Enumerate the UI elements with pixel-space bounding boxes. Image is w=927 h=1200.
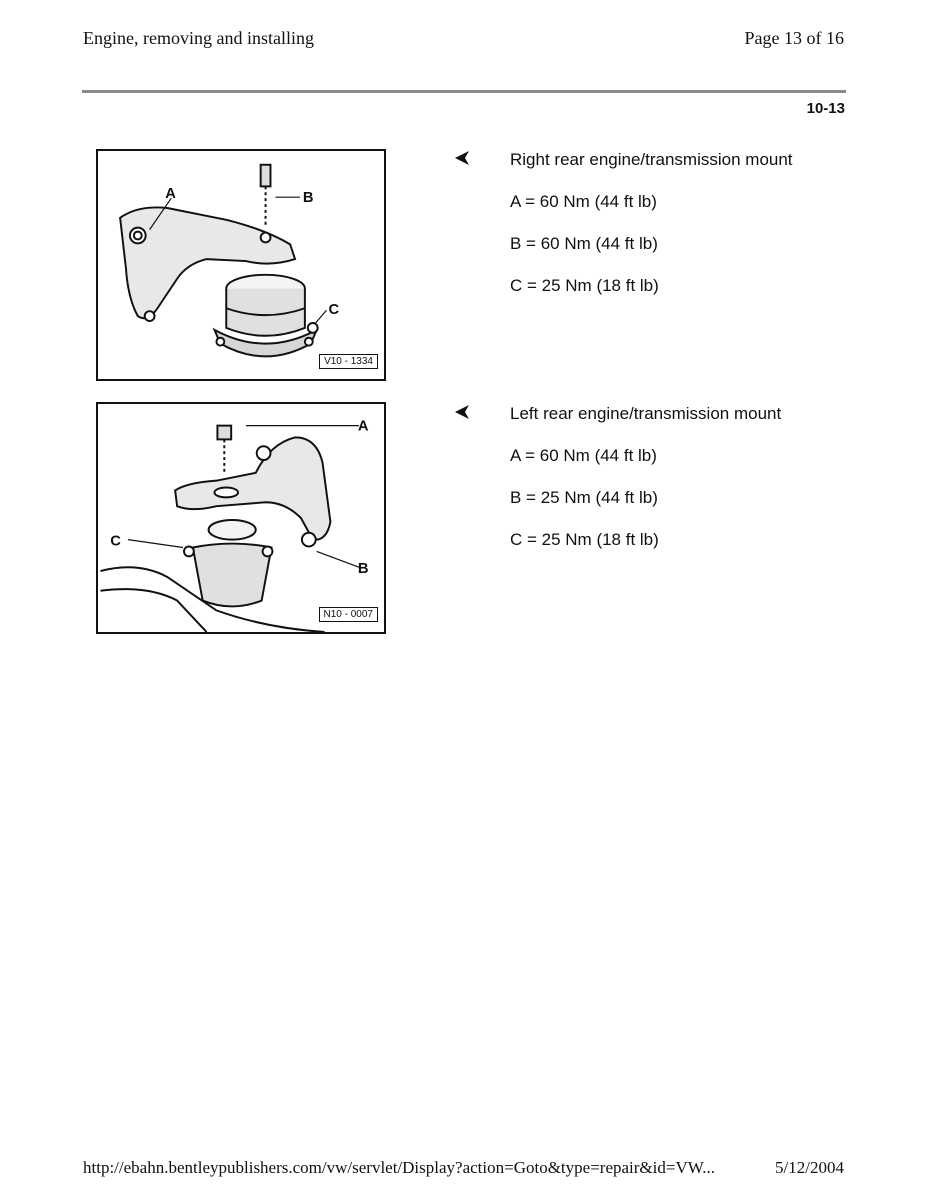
footer-url: http://ebahn.bentleypublishers.com/vw/servlet/Display?action=Goto&type=repair&id=VW... xyxy=(83,1158,715,1177)
figure-code: N10 - 0007 xyxy=(319,607,378,622)
right-rear-mount-illustration xyxy=(98,151,384,379)
callout-a: A xyxy=(165,186,176,203)
left-rear-mount-figure xyxy=(96,402,386,634)
header-title: Engine, removing and installing xyxy=(83,28,314,48)
spec-b: B = 25 Nm (44 ft lb) xyxy=(510,488,658,507)
figure-code: V10 - 1334 xyxy=(319,354,378,369)
spec-c: C = 25 Nm (18 ft lb) xyxy=(510,530,659,549)
header-divider xyxy=(82,90,846,93)
arrow-pointer-icon xyxy=(454,404,470,420)
section-title: Right rear engine/transmission mount xyxy=(510,150,793,169)
right-rear-mount-figure xyxy=(96,149,386,381)
left-rear-mount-illustration xyxy=(98,404,384,632)
callout-b: B xyxy=(357,561,369,578)
section-title: Left rear engine/transmission mount xyxy=(510,404,782,423)
footer-date: 5/12/2004 xyxy=(775,1158,844,1177)
spec-b: B = 60 Nm (44 ft lb) xyxy=(510,234,658,253)
callout-c: C xyxy=(328,302,340,319)
spec-a: A = 60 Nm (44 ft lb) xyxy=(510,446,657,465)
spec-a: A = 60 Nm (44 ft lb) xyxy=(510,192,657,211)
callout-a: A xyxy=(357,418,369,435)
callout-b: B xyxy=(302,190,314,207)
arrow-pointer-icon xyxy=(454,150,470,166)
spec-c: C = 25 Nm (18 ft lb) xyxy=(510,276,659,295)
callout-c: C xyxy=(110,533,121,550)
section-page-code: 10-13 xyxy=(806,100,845,117)
page-number: Page 13 of 16 xyxy=(744,28,844,48)
